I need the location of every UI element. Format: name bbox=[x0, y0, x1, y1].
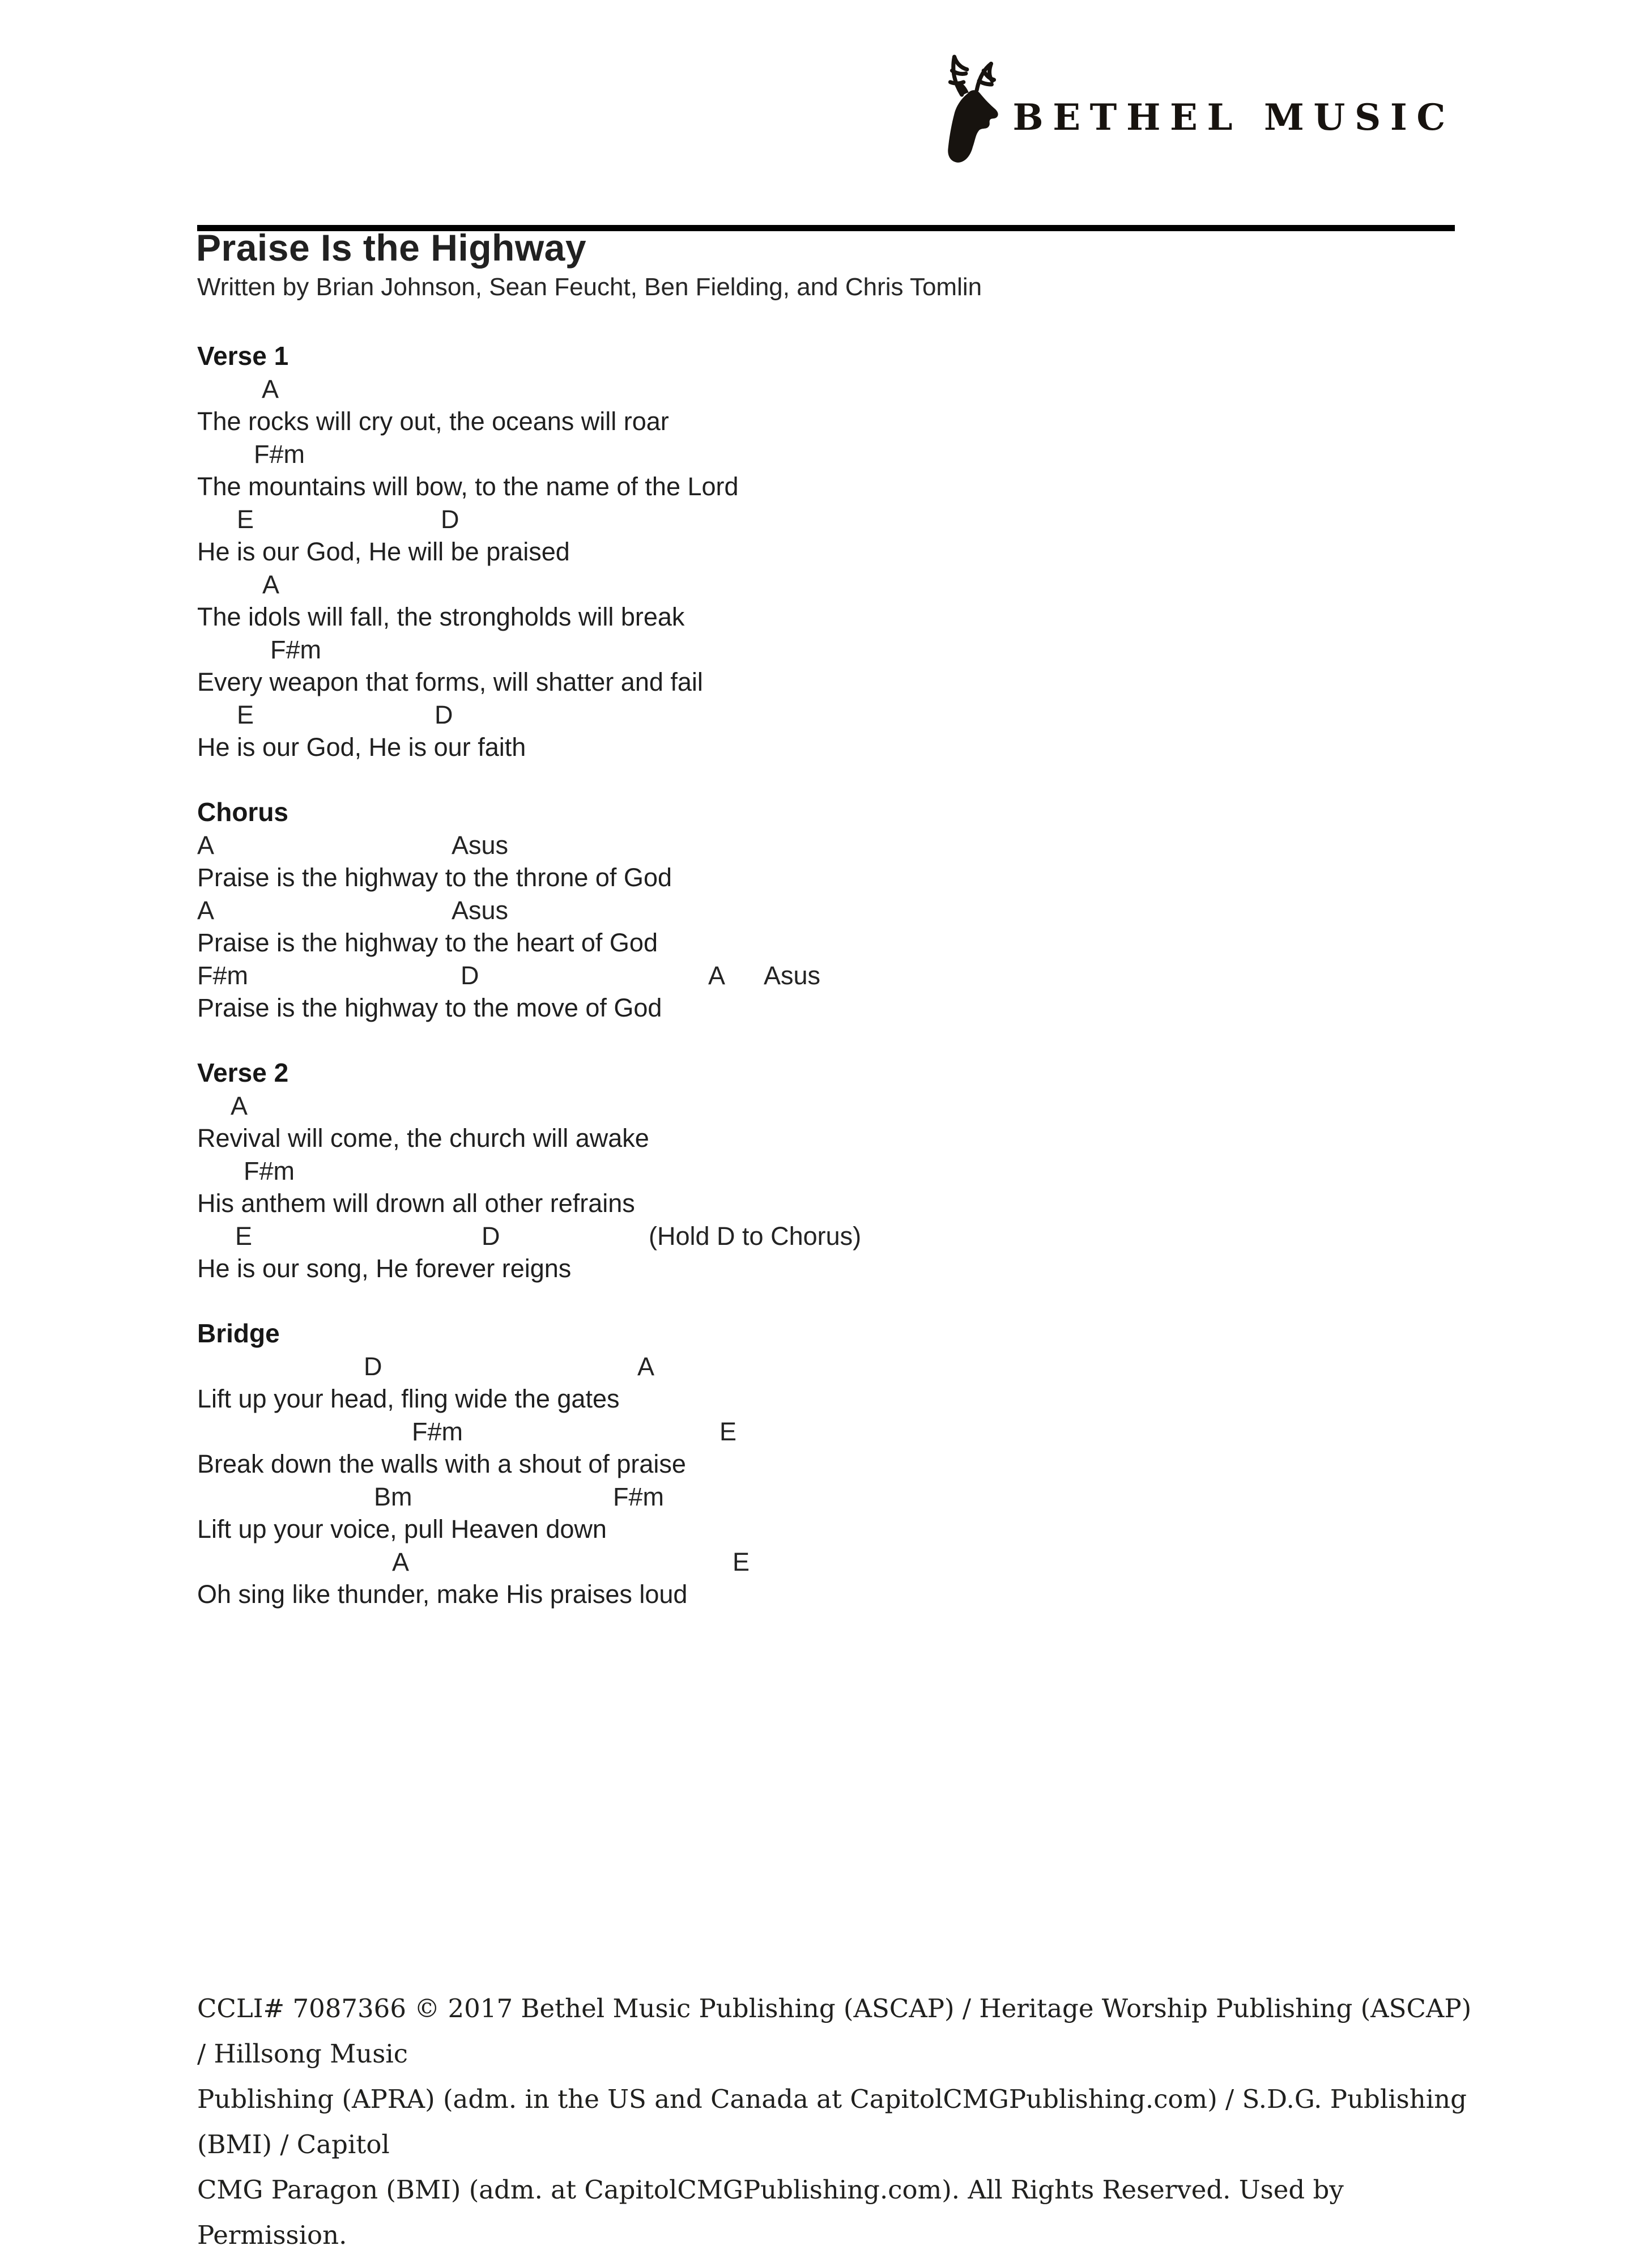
chord: A bbox=[708, 960, 726, 990]
chord: F#m bbox=[244, 1156, 295, 1185]
chord: E bbox=[235, 1221, 253, 1251]
chord: F#m bbox=[270, 635, 321, 664]
section-gap bbox=[197, 1024, 1500, 1057]
chord: A bbox=[197, 830, 215, 860]
chord-line bbox=[197, 1350, 1500, 1383]
lyric-line: Every weapon that forms, will shatter and fail bbox=[197, 667, 703, 696]
chord: Asus bbox=[452, 895, 509, 925]
section-label: Chorus bbox=[197, 797, 288, 827]
chord: Bm bbox=[374, 1482, 412, 1511]
song-byline: Written by Brian Johnson, Sean Feucht, Ben Fielding, and Chris Tomlin bbox=[197, 273, 982, 301]
lyric-line: The rocks will cry out, the oceans will roar bbox=[197, 407, 669, 436]
chord: (Hold D to Chorus) bbox=[649, 1221, 862, 1251]
lyric-line: He is our song, He forever reigns bbox=[197, 1254, 572, 1283]
chord: D bbox=[435, 700, 453, 729]
chord: E bbox=[719, 1417, 737, 1446]
chord: D bbox=[461, 960, 479, 990]
lyric-line: His anthem will drown all other refrains bbox=[197, 1189, 635, 1218]
chord: E bbox=[733, 1547, 750, 1576]
chord: D bbox=[482, 1221, 500, 1251]
lyric-line: Praise is the highway to the throne of God bbox=[197, 863, 672, 892]
chord: A bbox=[231, 1091, 248, 1120]
chord: D bbox=[441, 504, 459, 534]
chord-line bbox=[197, 373, 1500, 406]
chord-line bbox=[197, 1155, 1500, 1188]
section-label: Verse 2 bbox=[197, 1058, 289, 1087]
chord: A bbox=[392, 1547, 410, 1576]
chord-line bbox=[197, 1546, 1500, 1579]
section-label: Verse 1 bbox=[197, 341, 289, 371]
section-gap bbox=[197, 1611, 1500, 1644]
lyric-line: Break down the walls with a shout of praise bbox=[197, 1449, 686, 1478]
chord: A bbox=[197, 895, 215, 925]
chord: F#m bbox=[197, 960, 248, 990]
lyric-line: Praise is the highway to the heart of God bbox=[197, 928, 658, 957]
chord: A bbox=[637, 1351, 655, 1381]
chord-line bbox=[197, 1090, 1500, 1122]
stag-icon bbox=[933, 45, 1014, 169]
lyric-line: Praise is the highway to the move of God bbox=[197, 993, 662, 1022]
copyright-line: Publishing (APRA) (adm. in the US and Canada at CapitolCMGPublishing.com) / S.D.G. Publishing (BMI) / Capitol bbox=[197, 2084, 1467, 2159]
chord: A bbox=[262, 374, 279, 403]
section bbox=[197, 1317, 1500, 1611]
chord-line bbox=[197, 829, 1500, 862]
chord: F#m bbox=[613, 1482, 664, 1511]
chord: F#m bbox=[254, 439, 305, 469]
lyric-line: Oh sing like thunder, make His praises loud bbox=[197, 1580, 688, 1609]
chord-line bbox=[197, 894, 1500, 927]
copyright-line: CCLI# 7087366 © 2017 Bethel Music Publishing (ASCAP) / Heritage Worship Publishing (ASCAP) / Hillsong Music bbox=[197, 1993, 1472, 2069]
chord-line bbox=[197, 959, 1500, 992]
section-gap bbox=[197, 1285, 1500, 1318]
lyric-line: Lift up your head, fling wide the gates bbox=[197, 1384, 620, 1413]
chord-line bbox=[197, 1481, 1500, 1513]
chord: A bbox=[262, 569, 280, 599]
brand-wordmark: BETHEL MUSIC bbox=[1012, 96, 1455, 139]
lyric-line: Lift up your voice, pull Heaven down bbox=[197, 1515, 607, 1543]
lyric-line: He is our God, He is our faith bbox=[197, 733, 526, 762]
section bbox=[197, 1057, 1500, 1285]
chord: Asus bbox=[764, 960, 821, 990]
copyright-footer bbox=[197, 1986, 1483, 2258]
chord: Asus bbox=[452, 830, 509, 860]
section bbox=[197, 340, 1500, 764]
lyric-line: He is our God, He will be praised bbox=[197, 537, 570, 566]
chord: E bbox=[237, 700, 254, 729]
chord-line bbox=[197, 1220, 1500, 1253]
lyric-line: The idols will fall, the strongholds will break bbox=[197, 602, 685, 631]
section-label: Bridge bbox=[197, 1319, 280, 1348]
chord-line bbox=[197, 568, 1500, 601]
lyric-line: Revival will come, the church will awake bbox=[197, 1124, 649, 1153]
chord-line bbox=[197, 699, 1500, 732]
section bbox=[197, 796, 1500, 1024]
chord-line bbox=[197, 633, 1500, 666]
chord: D bbox=[364, 1351, 382, 1381]
chord: F#m bbox=[412, 1417, 463, 1446]
section-gap bbox=[197, 764, 1500, 797]
song-body bbox=[197, 340, 1500, 1643]
lyric-line: The mountains will bow, to the name of the Lord bbox=[197, 472, 739, 501]
chord-line bbox=[197, 503, 1500, 536]
chord-line bbox=[197, 1415, 1500, 1448]
copyright-line: CMG Paragon (BMI) (adm. at CapitolCMGPublishing.com). All Rights Reserved. Used by Permission. bbox=[197, 2175, 1344, 2250]
song-title: Praise Is the Highway bbox=[196, 227, 587, 269]
chord: E bbox=[237, 504, 254, 534]
chord-line bbox=[197, 438, 1500, 471]
